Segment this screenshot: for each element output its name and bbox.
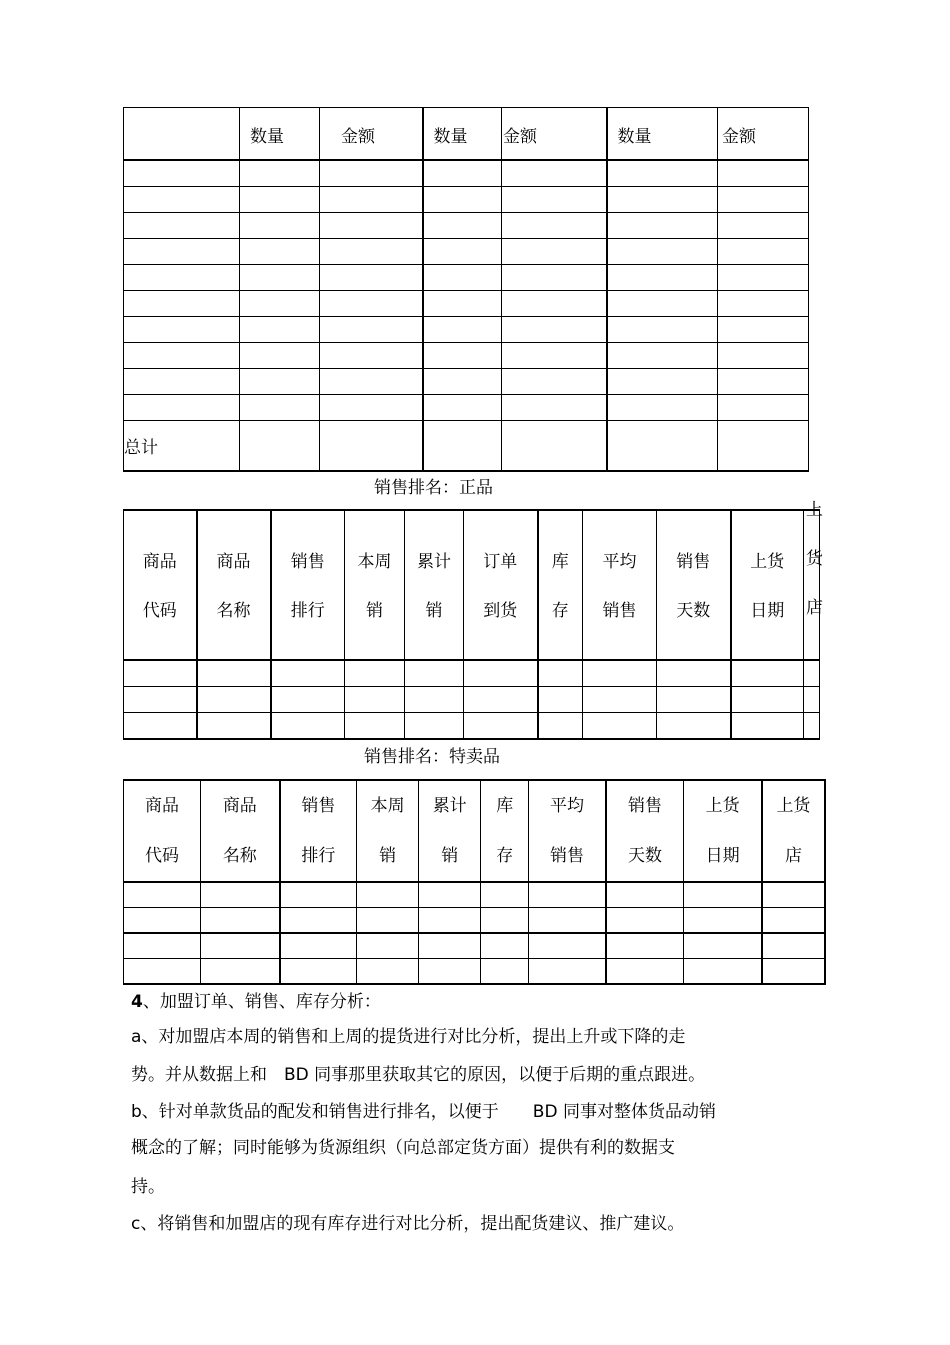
- table1-header-qty: 数量: [607, 108, 718, 161]
- header-stocking-store: 上货 店: [762, 780, 825, 882]
- section4-title: 、加盟订单、销售、库存分析：: [142, 992, 381, 1012]
- section4-number: 4: [131, 992, 143, 1012]
- table-row: [124, 239, 809, 265]
- header-order-arrival: 订单 到货: [464, 510, 538, 660]
- header-week-sales: 本周 销: [345, 510, 405, 660]
- table1-header-amount: 金额: [320, 108, 423, 161]
- header-product-code: 商品 代码: [124, 780, 201, 882]
- header-cumulative-sales: 累计 销: [405, 510, 464, 660]
- table-row: [124, 660, 820, 687]
- table1-header-amount: 金额: [718, 108, 809, 161]
- quantity-amount-table: [123, 107, 809, 472]
- header-stocking-date: 上货 日期: [684, 780, 762, 882]
- paragraph-a-line1: a、对加盟店本周的销售和上周的提货进行对比分析，提出上升或下降的走: [131, 1027, 686, 1047]
- table1-header-row: [124, 108, 809, 161]
- table-row: [124, 265, 809, 291]
- section4-heading: [131, 990, 381, 1014]
- table-row: [124, 369, 809, 395]
- table-row: [124, 317, 809, 343]
- header-sales-days: 销售 天数: [657, 510, 731, 660]
- table-row: [124, 395, 809, 421]
- header-average-sales: 平均 销售: [583, 510, 657, 660]
- total-label: 总计: [124, 421, 240, 472]
- header-stocking-date: 上货 日期: [731, 510, 804, 660]
- special-sales-ranking-table: [123, 779, 826, 985]
- paragraph-b-line2: 概念的了解；同时能够为货源组织（向总部定货方面）提供有利的数据支: [131, 1138, 675, 1158]
- paragraph-a-line2: 势。并从数据上和 BD 同事那里获取其它的原因，以便于后期的重点跟进。: [131, 1065, 706, 1085]
- paragraph-c-line1: c、将销售和加盟店的现有库存进行对比分析，提出配货建议、推广建议。: [131, 1214, 685, 1234]
- table-row: [124, 908, 826, 934]
- table-row: [124, 687, 820, 713]
- header-average-sales: 平均 销售: [529, 780, 606, 882]
- table-row: [124, 291, 809, 317]
- header-sales-days: 销售 天数: [606, 780, 684, 882]
- header-cumulative-sales: 累计 销: [419, 780, 481, 882]
- table-row: [124, 160, 809, 187]
- header-product-code: 商品 代码: [124, 510, 197, 660]
- table2-header-row: [124, 510, 820, 660]
- regular-sales-ranking-table: [123, 500, 823, 740]
- caption-special-ranking: 销售排名：特卖品: [364, 747, 500, 767]
- caption-regular-ranking: 销售排名：正品: [374, 478, 493, 498]
- header-week-sales: 本周 销: [357, 780, 419, 882]
- table-row: [124, 882, 826, 908]
- paragraph-b-line3: 持。: [131, 1177, 165, 1197]
- table-row: [124, 959, 826, 985]
- header-inventory: 库 存: [481, 780, 529, 882]
- table-row: [124, 713, 820, 740]
- table-row: [124, 213, 809, 239]
- table1-header-qty: 数量: [240, 108, 320, 161]
- table-row: [124, 343, 809, 369]
- table3-header-row: [124, 780, 826, 882]
- header-sales-rank: 销售 排行: [271, 510, 345, 660]
- header-product-name: 商品 名称: [201, 780, 280, 882]
- table1-header-amount: 金额: [502, 108, 607, 161]
- table1-total-row: [124, 421, 809, 472]
- header-inventory: 库 存: [538, 510, 583, 660]
- header-product-name: 商品 名称: [197, 510, 271, 660]
- header-sales-rank: 销售 排行: [280, 780, 357, 882]
- paragraph-b-line1: b、针对单款货品的配发和销售进行排名，以便于 BD 同事对整体货品动销: [131, 1102, 716, 1122]
- table1-header-qty: 数量: [423, 108, 502, 161]
- table1-header-blank: [124, 108, 240, 161]
- header-stocking-store: 上 货 店: [804, 510, 820, 660]
- table-row: [124, 187, 809, 213]
- table-row: [124, 933, 826, 959]
